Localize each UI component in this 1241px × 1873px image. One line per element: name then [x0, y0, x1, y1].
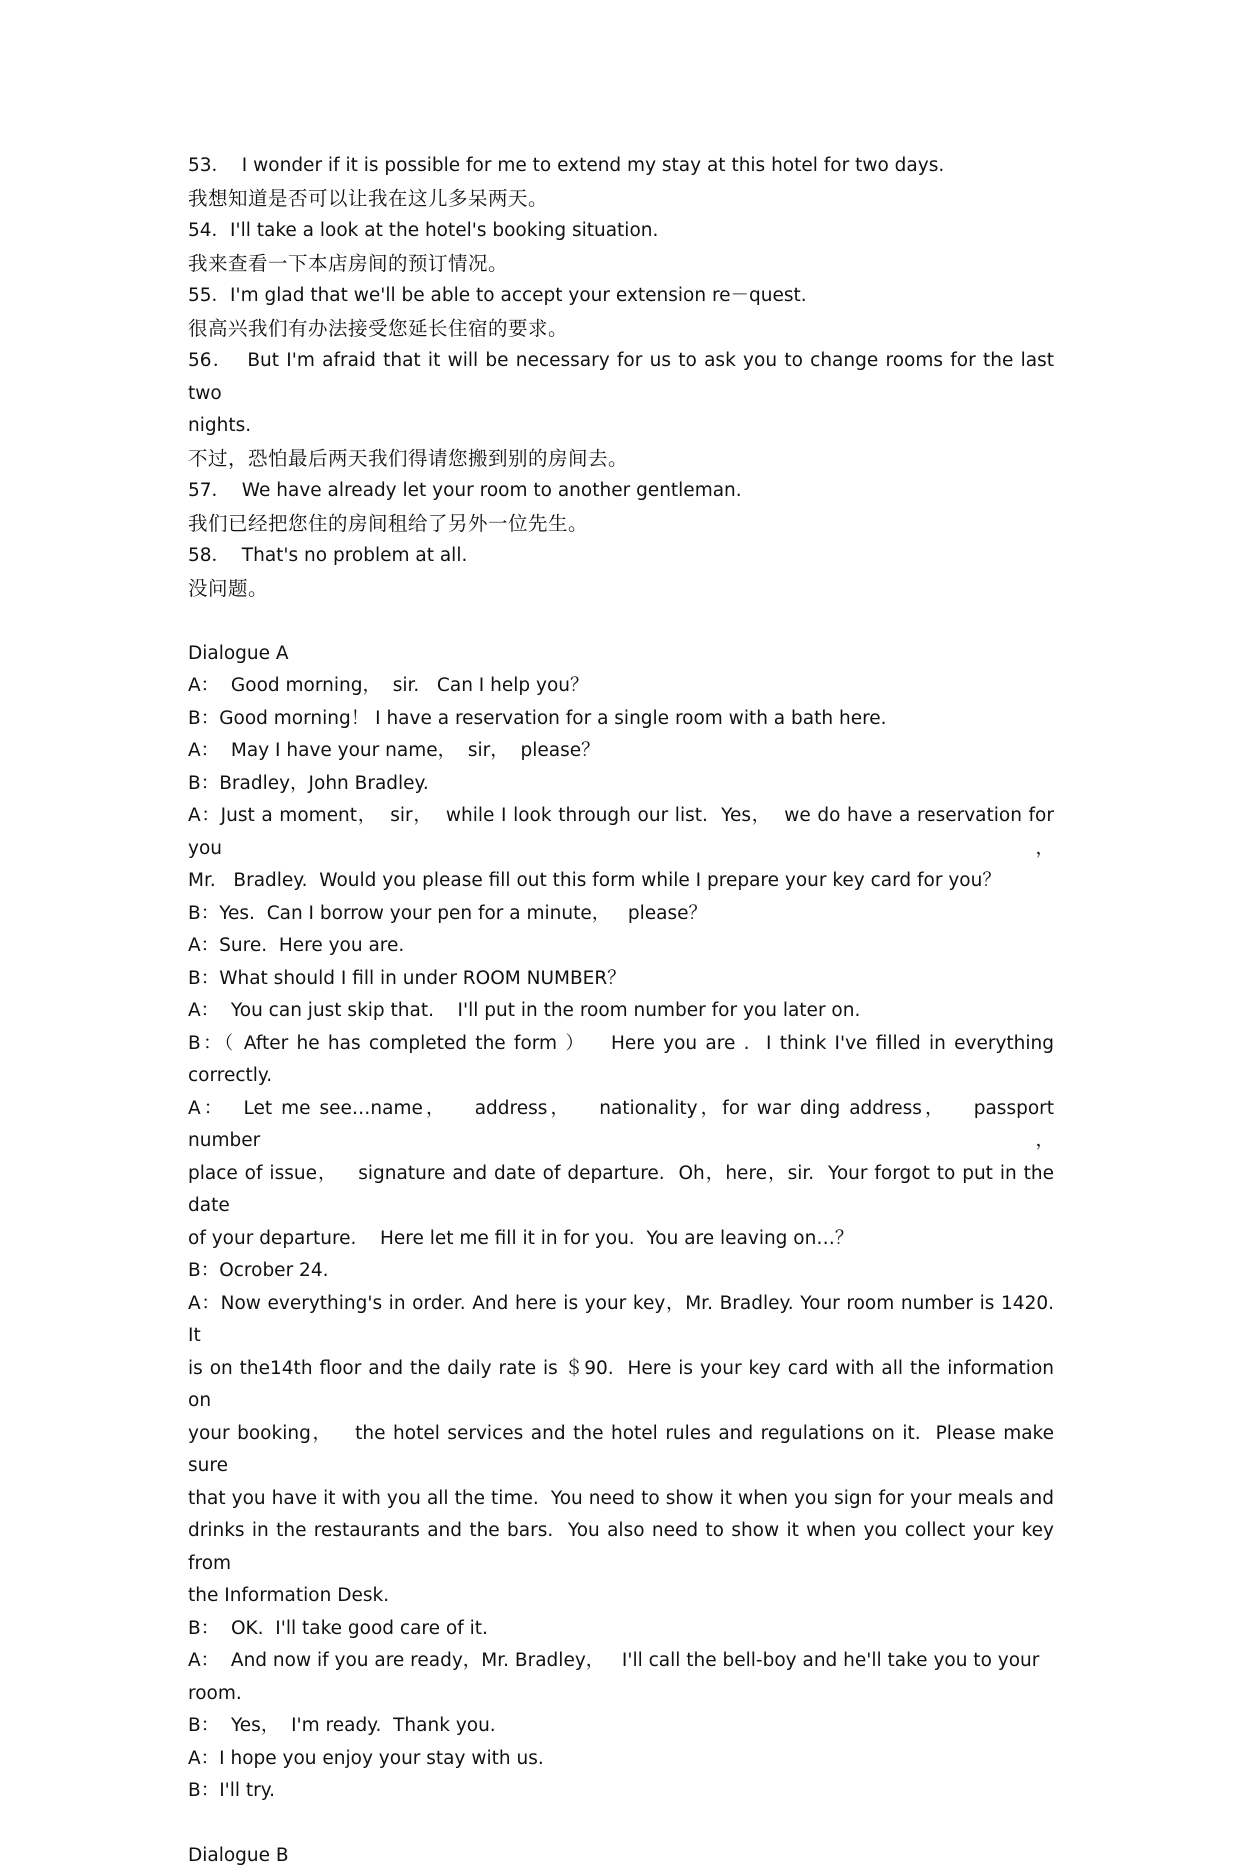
phrase-54-zh: 我来查看一下本店房间的预订情况。 — [188, 251, 509, 275]
dialogue-a-title: Dialogue A — [188, 642, 289, 664]
dialogue-a-line: A：Just a moment， sir， while I look through our list. Yes， we do have a reservation for you， — [188, 805, 1060, 859]
phrase-58-zh: 没问题。 — [188, 576, 269, 600]
phrase-55-zh: 很高兴我们有办法接受您延长住宿的要求。 — [188, 316, 569, 340]
section-spacer — [188, 605, 1054, 638]
dialogue-a-line: A： Let me see…name， address， nationality，for war ding address， passport number， — [188, 1097, 1060, 1151]
dialogue-a-line: that you have it with you all the time. You need to show it when you sign for your meals and — [188, 1487, 1054, 1509]
dialogue-a-line: B：（ After he has completed the form ） Here you are . I think I've filled in everything — [188, 1032, 1054, 1054]
dialogue-a-line: B：Ocrober 24. — [188, 1260, 329, 1281]
dialogue-a-line: B：I'll try. — [188, 1780, 275, 1801]
dialogue-a-line: A： Good morning， sir. Can I help you？ — [188, 675, 589, 696]
section-spacer — [188, 1808, 1054, 1841]
phrase-54-en: 54．I'll take a look at the hotel's booking situation. — [188, 220, 659, 241]
dialogue-a-line: B： Yes， I'm ready. Thank you. — [188, 1715, 496, 1736]
dialogue-a-line: place of issue， signature and date of departure. Oh，here，sir. Your forgot to put in the date — [188, 1162, 1060, 1216]
dialogue-a-line: of your departure. Here let me fill it in for you. You are leaving on…？ — [188, 1227, 854, 1249]
phrase-55-en: 55．I'm glad that we'll be able to accept your extension re－quest. — [188, 285, 807, 306]
phrase-56-en-line1: 56． But I'm afraid that it will be necessary for us to ask you to change rooms for the last two — [188, 350, 1060, 404]
phrase-53-zh: 我想知道是否可以让我在这儿多呆两天。 — [188, 186, 549, 210]
dialogue-a-line: A：Now everything's in order. And here is your key，Mr. Bradley. Your room number is 1420. It — [188, 1292, 1072, 1346]
dialogue-b-title: Dialogue B — [188, 1845, 289, 1866]
dialogue-a-line: B：Good morning！ I have a reservation for a single room with a bath here. — [188, 707, 887, 729]
phrase-56-en-line2: nights. — [188, 415, 252, 436]
phrase-57-en: 57． We have already let your room to another gentleman. — [188, 480, 742, 501]
phrase-53-en: 53． I wonder if it is possible for me to extend my stay at this hotel for two days. — [188, 155, 945, 176]
dialogue-a-line: A： May I have your name， sir， please？ — [188, 740, 600, 761]
dialogue-a-line: B：Bradley，John Bradley. — [188, 772, 429, 794]
dialogue-a-line: A： You can just skip that. I'll put in the room number for you later on. — [188, 1000, 861, 1021]
dialogue-a-line: A：I hope you enjoy your stay with us. — [188, 1747, 544, 1769]
dialogue-a-line: A： And now if you are ready，Mr. Bradley， I'll call the bell-boy and he'll take you to your room. — [188, 1650, 1046, 1704]
dialogue-a-line: B：Yes. Can I borrow your pen for a minute， please？ — [188, 902, 708, 924]
dialogue-a-line: drinks in the restaurants and the bars. You also need to show it when you collect your key from — [188, 1520, 1060, 1574]
dialogue-a-line: B：What should I fill in under ROOM NUMBER？ — [188, 967, 626, 989]
dialogue-a-line: the Information Desk. — [188, 1585, 390, 1606]
dialogue-a-line: Mr. Bradley. Would you please fill out this form while I prepare your key card for you？ — [188, 870, 1001, 891]
dialogue-a-line: correctly. — [188, 1065, 273, 1086]
phrase-58-en: 58． That's no problem at all. — [188, 545, 468, 566]
phrase-57-zh: 我们已经把您住的房间租给了另外一位先生。 — [188, 511, 589, 535]
dialogue-a-line: your booking， the hotel services and the hotel rules and regulations on it. Please make sure — [188, 1422, 1060, 1476]
phrase-56-zh: 不过，恐怕最后两天我们得请您搬到别的房间去。 — [188, 446, 629, 470]
dialogue-a-line: is on the14th floor and the daily rate is ＄90. Here is your key card with all the information on — [188, 1357, 1060, 1411]
dialogue-a-line: B： OK. I'll take good care of it. — [188, 1617, 488, 1639]
dialogue-a-line: A：Sure. Here you are. — [188, 935, 405, 956]
document-page — [188, 150, 1072, 1873]
